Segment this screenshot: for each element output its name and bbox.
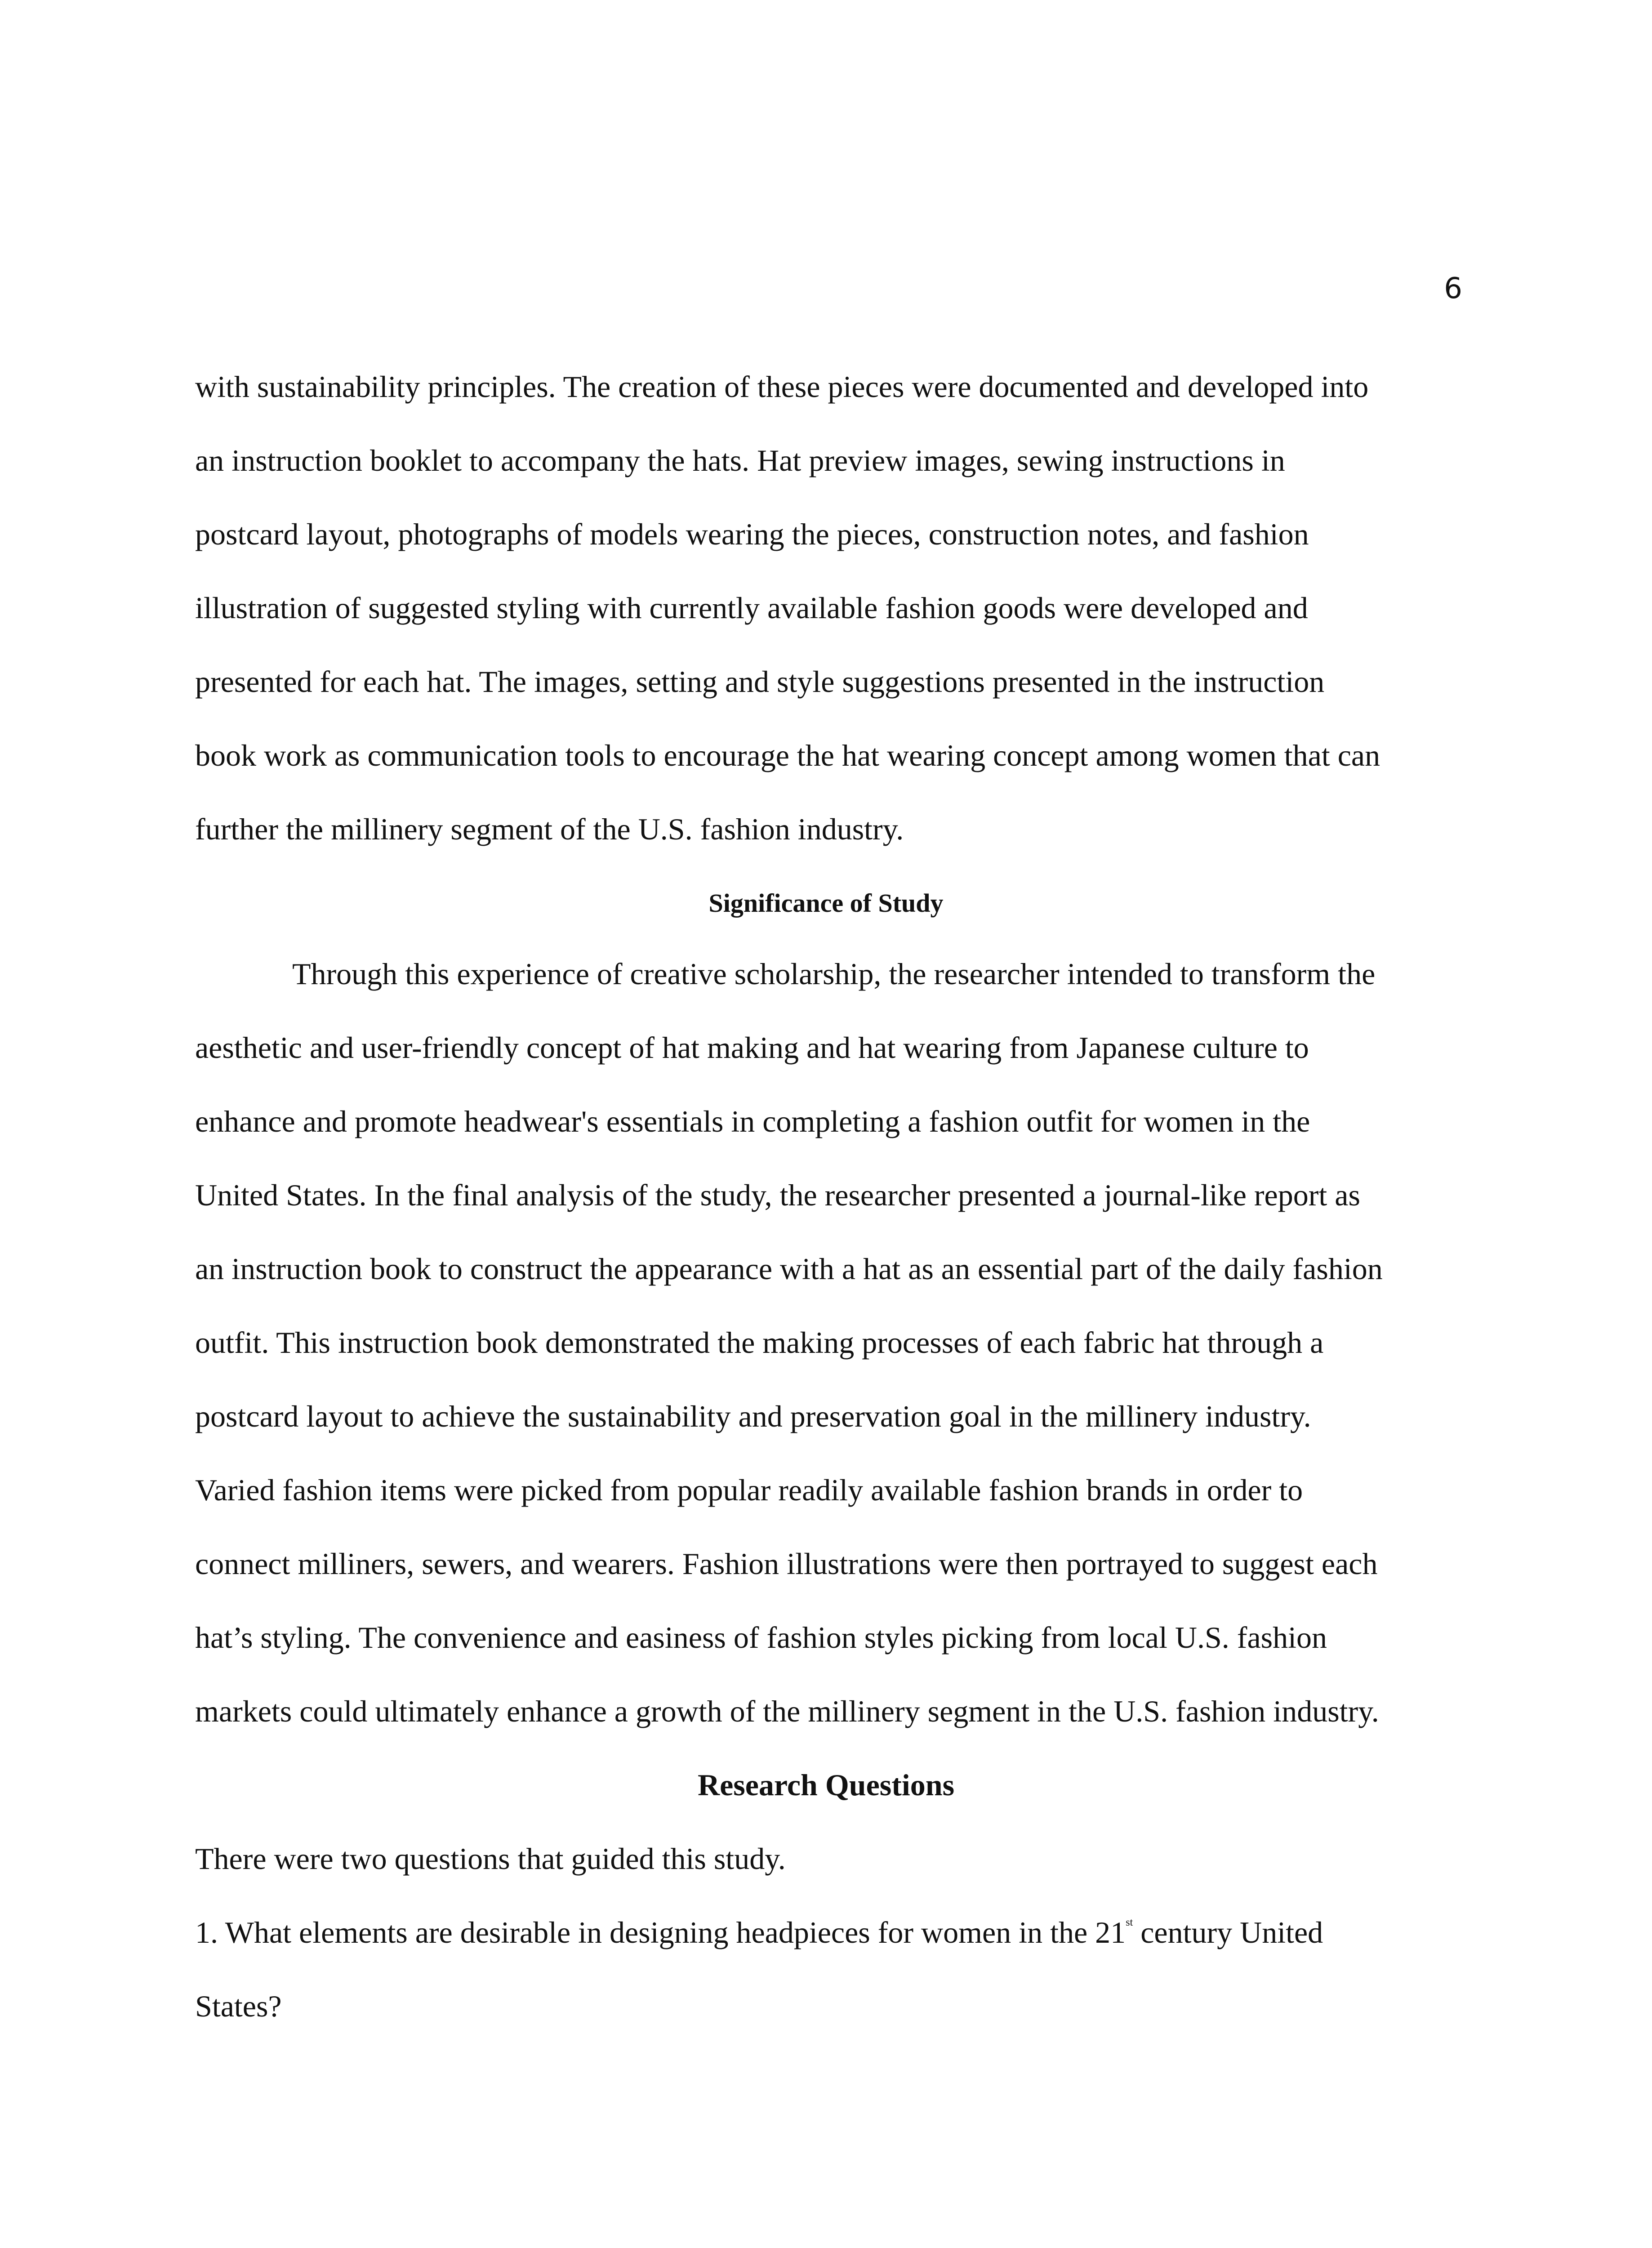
paragraph-line: with sustainability principles. The creation of these pieces were documented and developed into: [195, 370, 1369, 404]
paragraph-line: an instruction booklet to accompany the hats. Hat preview images, sewing instructions in: [195, 443, 1285, 477]
paragraph-line: outfit. This instruction book demonstrated the making processes of each fabric hat through a: [195, 1325, 1324, 1360]
paragraph-line: illustration of suggested styling with currently available fashion goods were developed and: [195, 591, 1308, 625]
paragraph-line: postcard layout, photographs of models wearing the pieces, construction notes, and fashion: [195, 517, 1309, 551]
paragraph-line: markets could ultimately enhance a growth of the millinery segment in the U.S. fashion industry.: [195, 1694, 1379, 1728]
paragraph-line: book work as communication tools to encourage the hat wearing concept among women that can: [195, 738, 1380, 772]
paragraph-line: connect milliners, sewers, and wearers. Fashion illustrations were then portrayed to suggest each: [195, 1547, 1378, 1581]
question-text: 1. What elements are desirable in designing headpieces for women in the 21: [195, 1915, 1126, 1949]
paragraph-line: United States. In the final analysis of the study, the researcher presented a journal-like report as: [195, 1178, 1360, 1212]
paragraph-line: Through this experience of creative scholarship, the researcher intended to transform the: [292, 957, 1376, 991]
section-heading-research-questions: Research Questions: [697, 1768, 955, 1802]
paragraph-line: further the millinery segment of the U.S. fashion industry.: [195, 812, 904, 846]
page-number: 6: [1444, 272, 1462, 305]
paragraph-line: an instruction book to construct the appearance with a hat as an essential part of the daily fashion: [195, 1252, 1383, 1286]
paragraph-line: enhance and promote headwear's essentials in completing a fashion outfit for women in the: [195, 1104, 1310, 1138]
research-question-1: [195, 1917, 1323, 1948]
paragraph-line: Varied fashion items were picked from popular readily available fashion brands in order to: [195, 1473, 1303, 1507]
paragraph-line: aesthetic and user-friendly concept of hat making and hat wearing from Japanese culture to: [195, 1030, 1309, 1065]
paragraph-line: presented for each hat. The images, setting and style suggestions presented in the instruction: [195, 665, 1325, 699]
paragraph-line: hat’s styling. The convenience and easiness of fashion styles picking from local U.S. fashion: [195, 1620, 1327, 1655]
ordinal-superscript: st: [1126, 1917, 1133, 1928]
research-questions-intro: There were two questions that guided this study.: [195, 1842, 786, 1876]
research-question-1-continuation: States?: [195, 1989, 282, 2023]
paragraph-line: postcard layout to achieve the sustainability and preservation goal in the millinery industry.: [195, 1399, 1311, 1433]
section-heading-significance: Significance of Study: [708, 888, 944, 918]
question-text-continued: century United: [1133, 1915, 1323, 1949]
